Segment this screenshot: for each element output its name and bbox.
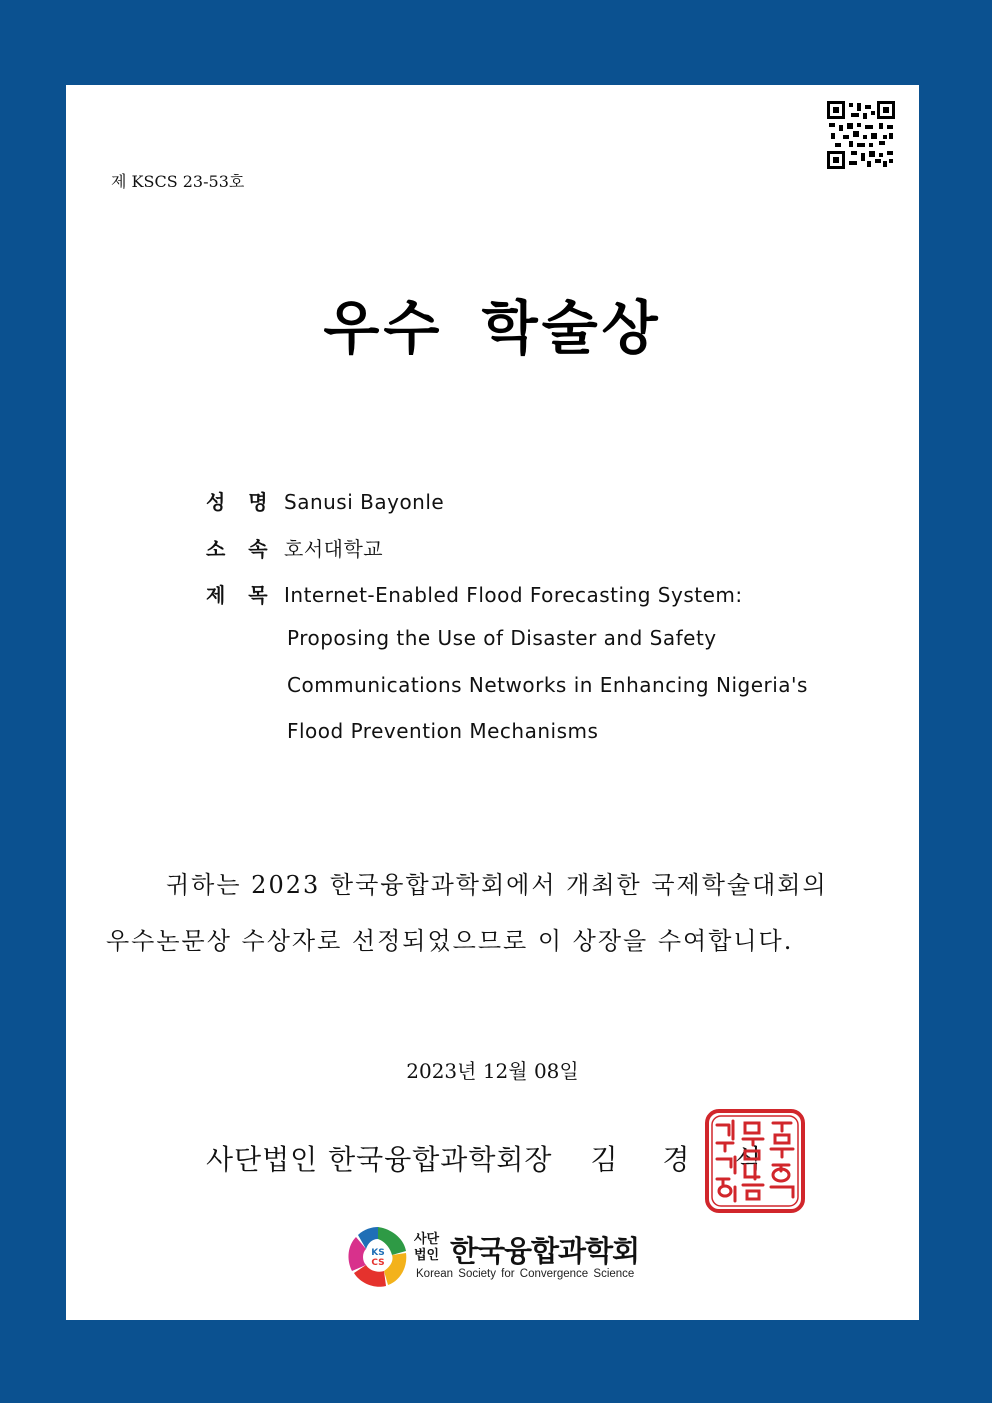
certificate-number: 제 KSCS 23-53호 — [111, 172, 245, 191]
paper-title-line-1: Internet-Enabled Flood Forecasting System: — [284, 583, 743, 607]
paper-title-line-4: Flood Prevention Mechanisms — [287, 719, 599, 743]
svg-text:CS: CS — [371, 1258, 385, 1268]
affiliation-row — [206, 533, 383, 562]
citation-line-2: 우수논문상 수상자로 선정되었으므로 이 상장을 수여합니다. — [106, 927, 794, 955]
affiliation-value: 호서대학교 — [284, 537, 384, 561]
paper-title-line-3: Communications Networks in Enhancing Nigeria's — [287, 673, 808, 697]
paper-title-row — [206, 579, 743, 608]
affiliation-label: 소 속 — [206, 537, 276, 561]
name-label: 성 명 — [206, 490, 276, 514]
signer-title: 사단법인 한국융합과학회장 — [206, 1143, 553, 1176]
award-title: 우수 학술상 — [323, 294, 662, 362]
kscs-logo-icon — [346, 1225, 410, 1289]
logo-society-name: 한국융합과학회 — [450, 1234, 640, 1268]
citation-line-1: 귀하는 2023 한국융합과학회에서 개최한 국제학술대회의 — [166, 871, 828, 899]
paper-title-label: 제 목 — [206, 583, 276, 607]
qr-code-icon — [827, 101, 895, 169]
paper-title-line-2: Proposing the Use of Disaster and Safety — [287, 626, 717, 650]
recipient-name: Sanusi Bayonle — [284, 490, 445, 514]
svg-text:KS: KS — [371, 1248, 385, 1258]
logo-corp-type: 사단법인 — [414, 1232, 440, 1263]
signer-line — [206, 1138, 762, 1178]
signer-name: 김 경 식 — [590, 1143, 763, 1176]
recipient-name-row — [206, 486, 444, 515]
award-date: 2023년 12월 08일 — [406, 1059, 579, 1083]
logo-english-name: Korean Society for Convergence Science — [416, 1268, 635, 1280]
certificate-paper — [66, 85, 919, 1320]
official-seal-stamp — [703, 1107, 807, 1215]
